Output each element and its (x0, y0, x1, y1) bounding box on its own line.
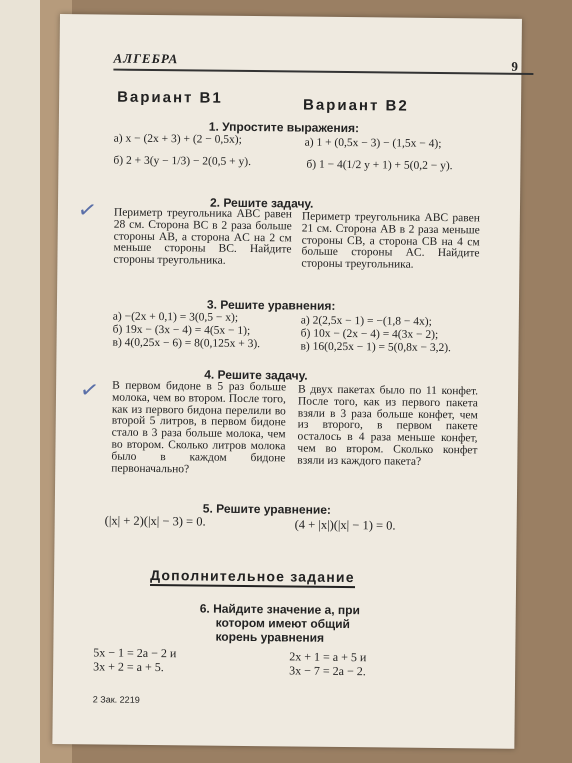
task-6-title-line-1: 6. Найдите значение a, при (199, 601, 360, 618)
header-rule (113, 69, 533, 75)
task-5-title: 5. Решите уравнение: (202, 501, 332, 517)
task-2-title: 2. Решите задачу. (209, 195, 314, 211)
extra-task-heading: Дополнительное задание (150, 567, 355, 588)
task-2-v2-text: Периметр треугольника ABC равен 21 см. Сторона AB в 2 раза меньше стороны CB, а сторона CB на 4 см больше стороны AC. Найдите стороны треугольника. (301, 210, 480, 271)
task-1-title: 1. Упростите выражения: (208, 119, 360, 136)
task-5-v2: (4 + |x|)(|x| − 1) = 0. (294, 517, 396, 533)
task-5-v1: (|x| + 2)(|x| − 3) = 0. (104, 513, 206, 529)
task-1-v2-a: а) 1 + (0,5x − 3) − (1,5x − 4); (304, 136, 442, 151)
task-6-v2-eq2: 3x − 7 = 2a − 2. (289, 663, 366, 679)
task-6-v2-eq1: 2x + 1 = a + 5 и (289, 649, 367, 665)
task-6-title-line-3: корень уравнения (215, 629, 325, 645)
task-4-title: 4. Решите задачу. (204, 367, 308, 383)
task-6-title-line-2: котором имеют общий (215, 615, 351, 632)
task-1-v2-b: б) 1 − 4(1/2 y + 1) + 5(0,2 − y). (306, 158, 453, 173)
task-3-v2-a: а) 2(2,5x − 1) = −(1,8 − 4x); (300, 314, 432, 328)
subject-header: АЛГЕБРА (113, 50, 179, 67)
task-6-v1-eq1: 5x − 1 = 2a − 2 и (93, 645, 177, 661)
task-1-v1-b: б) 2 + 3(y − 1/3) − 2(0,5 + y). (113, 154, 252, 169)
page-number: 9 (511, 58, 519, 74)
check-mark-icon: ✓ (77, 376, 101, 405)
task-3-v1-c: в) 4(0,25x − 6) = 8(0,125x + 3). (112, 336, 261, 351)
workbook-page (52, 14, 522, 749)
task-1-v1-a: а) x − (2x + 3) + (2 − 0,5x); (113, 132, 242, 146)
task-3-v1-b: б) 19x − (3x − 4) = 4(5x − 1); (112, 323, 251, 338)
task-3-v2-c: в) 16(0,25x − 1) = 5(0,8x − 3,2). (300, 340, 452, 355)
task-4-v1-text: В первом бидоне в 5 раз больше молока, чем во втором. После того, как из первого бидона перелили во второй 5 литров, в первом бидоне стало в 3 раза больше молока, чем во втором. Сколько литров молока было в каждом бидоне первоначально? (111, 379, 287, 475)
background-left-page (0, 0, 40, 763)
task-6-v1-eq2: 3x + 2 = a + 5. (93, 659, 164, 675)
variant-2-title: Вариант В2 (302, 96, 409, 115)
variant-1-title: Вариант В1 (117, 88, 223, 107)
task-4-v2-text: В двух пакетах было по 11 конфет. После того, как из первого пакета взяли в 3 раза больше конфет, чем из второго, в первом пакете осталось в 4 раза меньше конфет, чем во втором. Сколько конфет взяли из каждого пакета? (297, 383, 479, 468)
task-3-v2-b: б) 10x − (2x − 4) = 4(3x − 2); (300, 327, 439, 341)
task-3-title: 3. Решите уравнения: (206, 297, 336, 313)
task-2-v1-text: Периметр треугольника ABC равен 28 см. Сторона BC в 2 раза больше стороны AB, а сторона AC на 2 см меньше стороны BC. Найдите стороны треугольника. (113, 206, 292, 267)
print-order-mark: 2 Зак. 2219 (92, 694, 140, 705)
task-3-v1-a: а) −(2x + 0,1) = 3(0,5 − x); (112, 310, 239, 324)
check-mark-icon: ✓ (75, 196, 99, 225)
